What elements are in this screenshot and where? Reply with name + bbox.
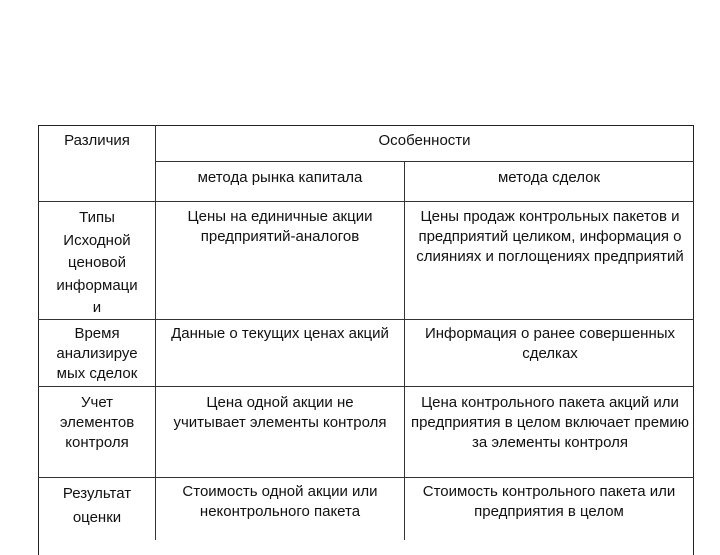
row-label-line: Исходной [63, 231, 131, 249]
header-differences: Различия [64, 132, 130, 149]
row3-deals-cell: Цена контрольного пакета акций или предприятия в целом включает премию за элементы контроля [410, 394, 690, 451]
row-label-line: Результат [62, 485, 132, 502]
row-divider-3 [38, 477, 694, 478]
row-label-valuation-result [40, 482, 154, 530]
row-label-line: ценовой [68, 254, 126, 271]
header-features: Особенности [378, 132, 471, 149]
row-label-line: информаци [56, 276, 138, 294]
row-divider-0 [38, 201, 694, 202]
header-subdivider [155, 161, 694, 162]
row-label-control-elements [40, 393, 154, 453]
row-label-line: и [92, 299, 102, 316]
row-label-source-price-info [40, 207, 154, 320]
col-divider-2 [404, 162, 405, 540]
row3-capital-market-cell: Цена одной акции не учитывает элементы контроля [173, 394, 387, 431]
row-label-line: Время [74, 325, 120, 342]
row4-capital-market-cell: Стоимость одной акции или неконтрольного пакета [182, 483, 378, 520]
row4-deals-cell: Стоимость контрольного пакета или предприятия в целом [422, 483, 676, 520]
row-label-line: элементов [59, 414, 135, 431]
row-label-line: Учет [80, 394, 114, 411]
subheader-capital-market-method: метода рынка капитала [197, 169, 363, 186]
row-label-line: оценки [72, 509, 122, 526]
row-label-line: анализируе [56, 345, 138, 362]
row2-capital-market-cell: Данные о текущих ценах акций [171, 325, 389, 342]
row-label-line: Типы [79, 209, 115, 226]
row2-deals-cell: Информация о ранее совершенных сделках [424, 325, 676, 362]
row1-capital-market-cell: Цены на единичные акции предприятий-аналогов [187, 208, 373, 245]
row1-deals-cell: Цены продаж контрольных пакетов и предприятий целиком, информация о слияниях и поглощениях предприятий [416, 208, 684, 265]
row-divider-2 [38, 386, 694, 387]
row-label-line: мых сделок [56, 365, 138, 382]
row-label-line: контроля [65, 434, 129, 451]
row-label-deal-time [40, 324, 154, 384]
subheader-deals-method: метода сделок [497, 169, 601, 186]
